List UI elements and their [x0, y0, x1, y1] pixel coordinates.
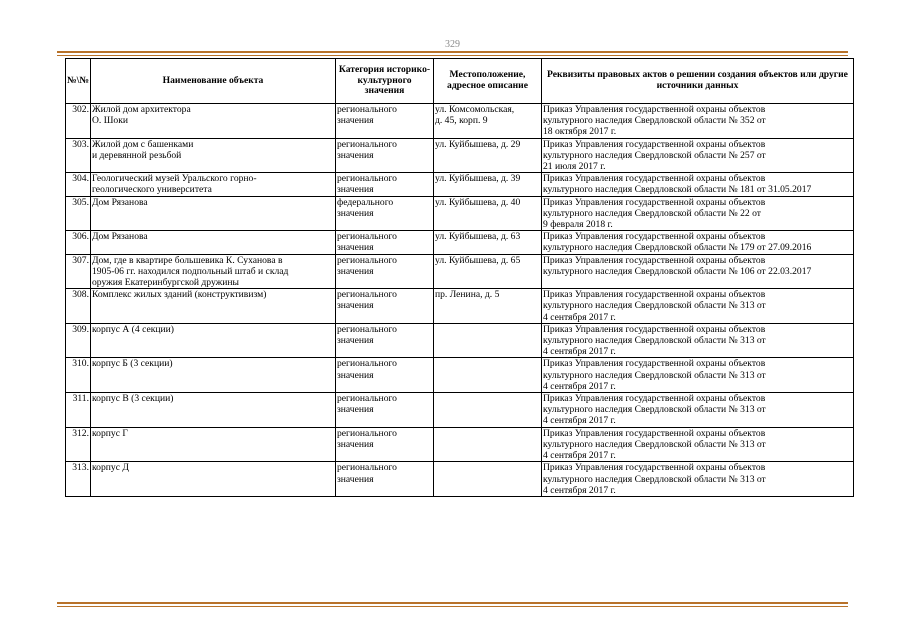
- object-category: регионального значения: [336, 462, 434, 497]
- object-number: 312.: [66, 427, 91, 462]
- object-number: 308.: [66, 289, 91, 324]
- column-header-source: Реквизиты правовых актов о решении создания объектов или другие источники данных: [542, 59, 854, 104]
- object-name: Дом, где в квартире большевика К. Суханова в 1905-06 гг. находился подпольный штаб и склад оружия Екатеринбургской дружины: [91, 254, 336, 289]
- table-header-row: [66, 59, 854, 104]
- object-name: корпус Б (3 секции): [91, 358, 336, 393]
- object-category: регионального значения: [336, 138, 434, 173]
- object-name: корпус А (4 секции): [91, 323, 336, 358]
- column-header-name: Наименование объекта: [91, 59, 336, 104]
- table-row: [66, 173, 854, 196]
- object-name: Дом Рязанова: [91, 231, 336, 254]
- object-number: 306.: [66, 231, 91, 254]
- object-category: регионального значения: [336, 323, 434, 358]
- object-category: федерального значения: [336, 196, 434, 231]
- footer-rule: [57, 602, 848, 607]
- table-row: [66, 427, 854, 462]
- object-category: регионального значения: [336, 393, 434, 428]
- column-header-category: Категория историко-культурного значения: [336, 59, 434, 104]
- object-source: Приказ Управления государственной охраны объектов культурного наследия Свердловской области № 313 от 4 сентября 2017 г.: [542, 358, 854, 393]
- table-row: [66, 231, 854, 254]
- table-row: [66, 138, 854, 173]
- object-location: [434, 393, 542, 428]
- object-location: ул. Куйбышева, д. 40: [434, 196, 542, 231]
- object-number: 310.: [66, 358, 91, 393]
- object-name: Геологический музей Уральского горно- геологического университета: [91, 173, 336, 196]
- object-location: ул. Комсомольская, д. 45, корп. 9: [434, 104, 542, 139]
- object-source: Приказ Управления государственной охраны объектов культурного наследия Свердловской области № 22 от 9 февраля 2018 г.: [542, 196, 854, 231]
- object-location: ул. Куйбышева, д. 63: [434, 231, 542, 254]
- table-row: [66, 358, 854, 393]
- header-rule: [57, 51, 848, 56]
- object-number: 302.: [66, 104, 91, 139]
- table-row: [66, 289, 854, 324]
- object-number: 307.: [66, 254, 91, 289]
- object-source: Приказ Управления государственной охраны объектов культурного наследия Свердловской области № 257 от 21 июля 2017 г.: [542, 138, 854, 173]
- object-name: Жилой дом с башенками и деревянной резьбой: [91, 138, 336, 173]
- table-row: [66, 323, 854, 358]
- object-category: регионального значения: [336, 173, 434, 196]
- object-source: Приказ Управления государственной охраны объектов культурного наследия Свердловской области № 313 от 4 сентября 2017 г.: [542, 323, 854, 358]
- object-source: Приказ Управления государственной охраны объектов культурного наследия Свердловской области № 313 от 4 сентября 2017 г.: [542, 462, 854, 497]
- table-row: [66, 104, 854, 139]
- object-source: Приказ Управления государственной охраны объектов культурного наследия Свердловской области № 313 от 4 сентября 2017 г.: [542, 427, 854, 462]
- table-row: [66, 393, 854, 428]
- object-category: регионального значения: [336, 427, 434, 462]
- table-body: [66, 104, 854, 497]
- object-number: 313.: [66, 462, 91, 497]
- column-header-location: Местоположение, адресное описание: [434, 59, 542, 104]
- object-category: регионального значения: [336, 254, 434, 289]
- object-category: регионального значения: [336, 289, 434, 324]
- object-source: Приказ Управления государственной охраны объектов культурного наследия Свердловской области № 179 от 27.09.2016: [542, 231, 854, 254]
- object-number: 304.: [66, 173, 91, 196]
- object-name: корпус Г: [91, 427, 336, 462]
- object-location: ул. Куйбышева, д. 65: [434, 254, 542, 289]
- object-number: 305.: [66, 196, 91, 231]
- object-source: Приказ Управления государственной охраны объектов культурного наследия Свердловской области № 181 от 31.05.2017: [542, 173, 854, 196]
- table-row: [66, 254, 854, 289]
- object-name: Жилой дом архитектора О. Шоки: [91, 104, 336, 139]
- object-number: 311.: [66, 393, 91, 428]
- table-row: [66, 462, 854, 497]
- object-category: регионального значения: [336, 231, 434, 254]
- object-name: Комплекс жилых зданий (конструктивизм): [91, 289, 336, 324]
- object-location: [434, 427, 542, 462]
- object-number: 303.: [66, 138, 91, 173]
- object-location: [434, 358, 542, 393]
- object-name: Дом Рязанова: [91, 196, 336, 231]
- object-location: [434, 323, 542, 358]
- object-category: регионального значения: [336, 358, 434, 393]
- object-source: Приказ Управления государственной охраны объектов культурного наследия Свердловской области № 106 от 22.03.2017: [542, 254, 854, 289]
- object-source: Приказ Управления государственной охраны объектов культурного наследия Свердловской области № 352 от 18 октября 2017 г.: [542, 104, 854, 139]
- object-name: корпус Д: [91, 462, 336, 497]
- object-location: ул. Куйбышева, д. 39: [434, 173, 542, 196]
- object-location: ул. Куйбышева, д. 29: [434, 138, 542, 173]
- column-header-number: №\№: [66, 59, 91, 104]
- object-category: регионального значения: [336, 104, 434, 139]
- page-number: 329: [445, 39, 460, 50]
- table-row: [66, 196, 854, 231]
- object-location: [434, 462, 542, 497]
- object-location: пр. Ленина, д. 5: [434, 289, 542, 324]
- object-source: Приказ Управления государственной охраны объектов культурного наследия Свердловской области № 313 от 4 сентября 2017 г.: [542, 393, 854, 428]
- object-number: 309.: [66, 323, 91, 358]
- heritage-objects-table: [65, 58, 854, 497]
- object-name: корпус В (3 секции): [91, 393, 336, 428]
- object-source: Приказ Управления государственной охраны объектов культурного наследия Свердловской области № 313 от 4 сентября 2017 г.: [542, 289, 854, 324]
